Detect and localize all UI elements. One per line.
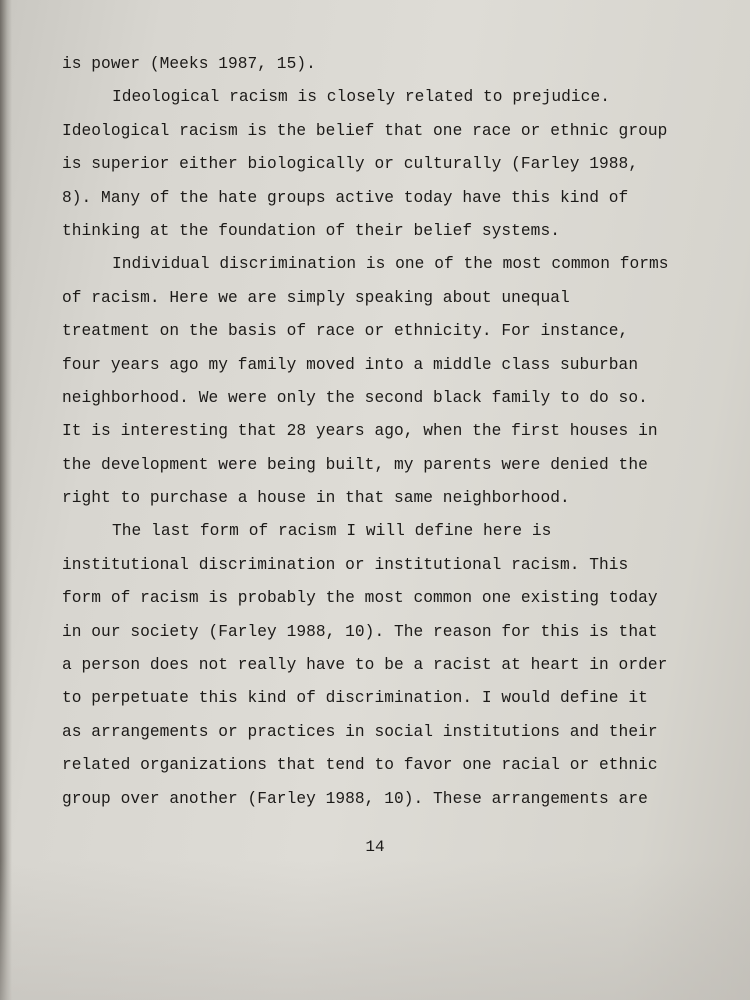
text-line: form of racism is probably the most common one existing today (62, 589, 658, 608)
text-line: neighborhood. We were only the second black family to do so. (62, 388, 648, 407)
text-line: is superior either biologically or culturally (Farley 1988, (62, 155, 639, 174)
text-line: group over another (Farley 1988, 10). These arrangements are (62, 789, 648, 808)
text-line: It is interesting that 28 years ago, when the first houses in (62, 422, 658, 441)
paragraph-start-line: Individual discrimination is one of the most common forms (112, 255, 669, 274)
text-line: is power (Meeks 1987, 15). (62, 55, 316, 73)
page-number: 14 (365, 838, 385, 856)
text-line: treatment on the basis of race or ethnicity. For instance, (62, 322, 629, 341)
text-line: related organizations that tend to favor one racial or ethnic (62, 756, 658, 775)
text-line: Ideological racism is the belief that one race or ethnic group (62, 121, 668, 140)
text-line: institutional discrimination or institutional racism. This (62, 555, 629, 574)
body-text (62, 48, 732, 816)
text-line: to perpetuate this kind of discrimination. I would define it (62, 689, 648, 708)
page-bottom-shadow (0, 860, 750, 1000)
text-line: thinking at the foundation of their belief systems. (62, 221, 560, 240)
text-line: in our society (Farley 1988, 10). The reason for this is that (62, 622, 658, 641)
text-line: 8). Many of the hate groups active today have this kind of (62, 188, 629, 207)
paragraph-start-line: Ideological racism is closely related to prejudice. (112, 88, 610, 107)
text-line: of racism. Here we are simply speaking about unequal (62, 288, 570, 307)
text-line: as arrangements or practices in social institutions and their (62, 722, 658, 741)
paragraph-start-line: The last form of racism I will define here is (112, 522, 552, 541)
text-line: the development were being built, my parents were denied the (62, 455, 648, 474)
text-line: four years ago my family moved into a middle class suburban (62, 355, 639, 374)
text-line: a person does not really have to be a racist at heart in order (62, 656, 668, 675)
text-line: right to purchase a house in that same neighborhood. (62, 489, 570, 508)
